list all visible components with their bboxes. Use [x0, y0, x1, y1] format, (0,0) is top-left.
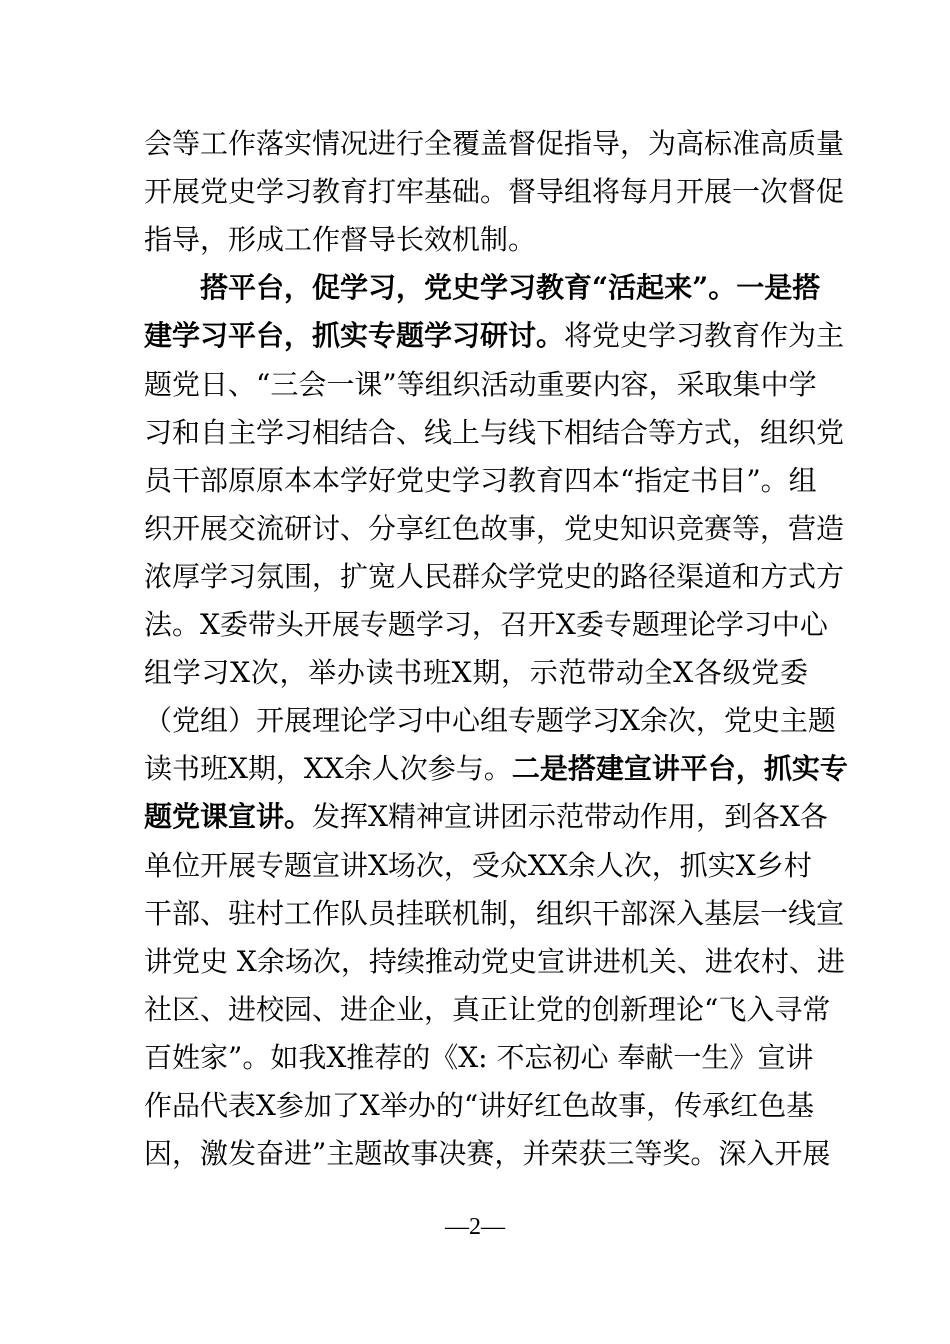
text-line	[144, 938, 845, 986]
text-line	[200, 264, 821, 312]
text-segment: 会等工作落实情况进行全覆盖督促指导，为高标准高质量	[144, 127, 845, 160]
text-line	[144, 986, 831, 1034]
text-segment: 组学习X次，举办读书班X期，示范带动全X各级党委	[144, 656, 808, 690]
text-line	[144, 120, 845, 168]
text-segment: 社区、进校园、进企业，真正让党的创新理论“飞入寻常	[144, 992, 831, 1026]
text-line	[144, 312, 845, 360]
text-segment: 浓厚学习氛围，扩宽人民群众学党史的路径渠道和方式方	[144, 559, 845, 593]
text-segment: 习和自主学习相结合、线上与线下相结合等方式，组织党	[144, 415, 845, 449]
text-line	[144, 697, 836, 745]
text-line	[144, 745, 848, 793]
text-line	[144, 216, 808, 264]
text-segment: 法。X委带头开展专题学习，召开X委专题理论学习中心	[144, 608, 828, 641]
text-segment: 员干部原原本本学好党史学习教育四本“指定书目”。组	[144, 463, 817, 497]
text-segment: 读书班X期，XX余人次参与。	[144, 752, 512, 786]
text-line	[144, 553, 845, 601]
page-number: —2—	[445, 1214, 505, 1240]
bold-text-segment: 建学习平台，抓实专题学习研讨。	[144, 319, 565, 353]
text-line	[144, 842, 812, 890]
text-line	[144, 890, 845, 938]
text-segment: 将党史学习教育作为主	[564, 319, 845, 353]
text-segment: 百姓家”。如我X推荐的《X: 不忘初心 奉献一生》宣讲	[144, 1040, 814, 1074]
text-line	[144, 457, 817, 505]
text-line	[144, 361, 817, 409]
text-segment: 讲党史 X余场次，持续推动党史宣讲进机关、进农村、进	[144, 944, 845, 978]
bold-text-segment: 搭平台，促学习，党史学习教育“活起来”。一是搭	[200, 271, 821, 305]
text-segment: 因，激发奋进”主题故事决赛，并荣获三等奖。深入开展	[144, 1137, 831, 1171]
text-line	[144, 505, 845, 553]
text-segment: （党组）开展理论学习中心组专题学习X余次，党史主题	[144, 704, 836, 738]
text-segment: 发挥X精神宣讲团示范带动作用，到各X各	[312, 800, 828, 834]
text-line	[144, 1082, 815, 1130]
text-segment: 题党日、“三会一课”等组织活动重要内容，采取集中学	[144, 367, 817, 401]
text-line	[144, 649, 808, 697]
bold-text-segment: 二是搭建宣讲平台，抓实专	[511, 752, 848, 786]
text-segment: 单位开展专题宣讲X场次，受众XX余人次，抓实X乡村	[144, 848, 812, 882]
text-segment: 开展党史学习教育打牢基础。督导组将每月开展一次督促	[144, 175, 845, 209]
text-segment: 作品代表X参加了X举办的“讲好红色故事，传承红色基	[144, 1089, 815, 1122]
text-line	[144, 1130, 831, 1178]
bold-text-segment: 题党课宣讲。	[144, 800, 313, 834]
text-line	[144, 793, 828, 841]
text-line	[144, 168, 845, 216]
text-line	[144, 409, 845, 457]
text-line	[144, 1034, 814, 1082]
text-segment: 指导，形成工作督导长效机制。	[144, 223, 537, 257]
text-segment: 织开展交流研讨、分享红色故事，党史知识竞赛等，营造	[144, 511, 845, 545]
text-line	[144, 601, 828, 649]
text-segment: 干部、驻村工作队员挂联机制，组织干部深入基层一线宣	[144, 896, 845, 930]
